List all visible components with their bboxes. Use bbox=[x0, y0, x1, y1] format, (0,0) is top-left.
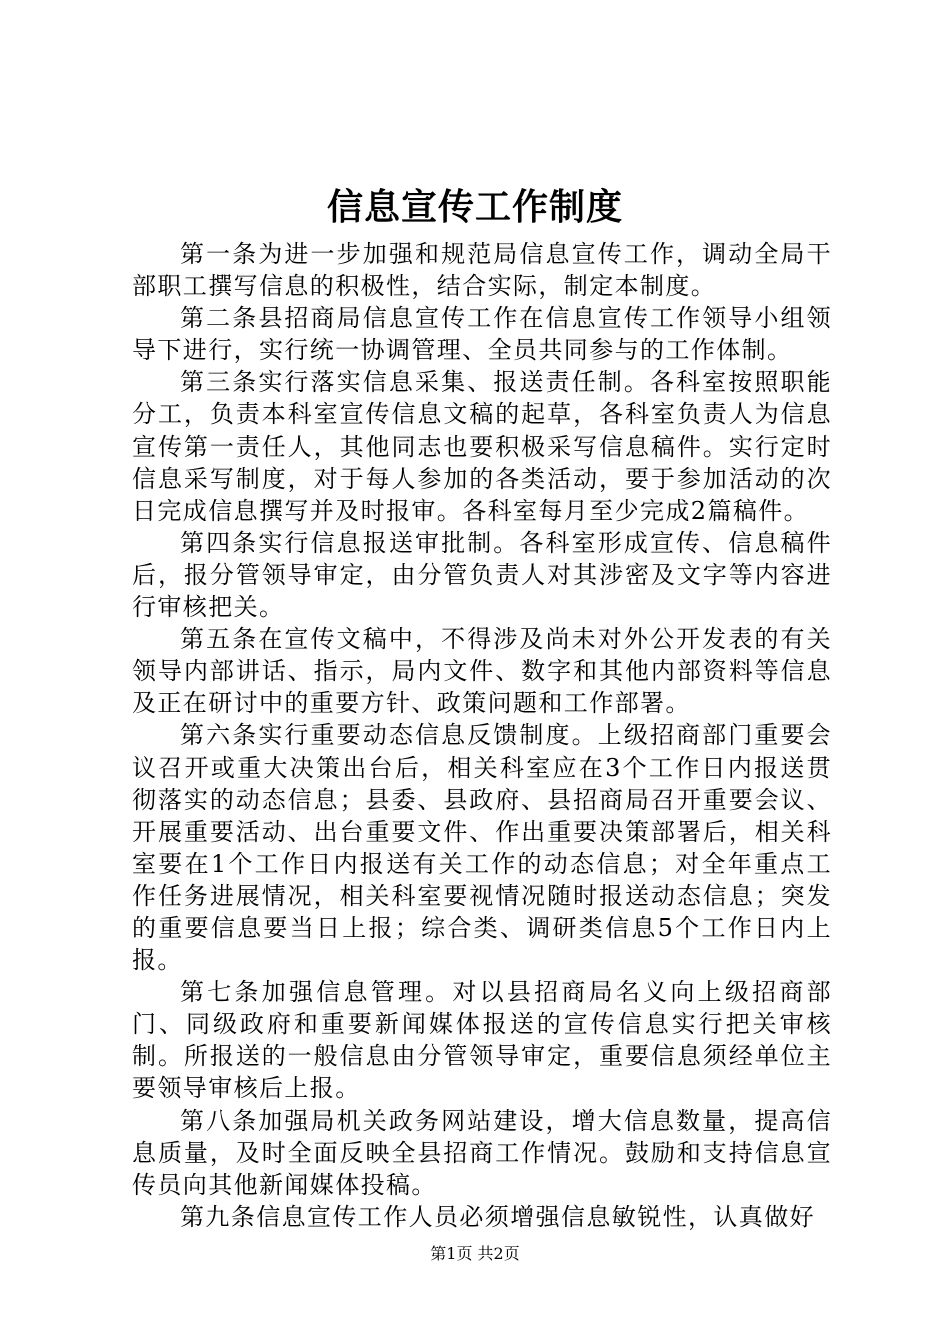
page-number-footer: 第1页 共2页 bbox=[430, 1244, 520, 1263]
document-body bbox=[132, 238, 832, 1233]
document-title: 信息宣传工作制度 bbox=[326, 186, 623, 228]
article-7-paragraph: 第七条加强信息管理。对以县招商局名义向上级招商部门、同级政府和重要新闻媒体报送的宣传信息实行把关审核制。所报送的一般信息由分管领导审定，重要信息须经单位主要领导审核后上报。 bbox=[132, 978, 832, 1103]
article-8-paragraph: 第八条加强局机关政务网站建设，增大信息数量，提高信息质量，及时全面反映全县招商工作情况。鼓励和支持信息宣传员向其他新闻媒体投稿。 bbox=[132, 1106, 832, 1199]
article-9-paragraph: 第九条信息宣传工作人员必须增强信息敏锐性，认真做好 bbox=[180, 1202, 815, 1231]
article-1-paragraph: 第一条为进一步加强和规范局信息宣传工作，调动全局干部职工撰写信息的积极性，结合实际，制定本制度。 bbox=[132, 240, 832, 301]
article-4-paragraph: 第四条实行信息报送审批制。各科室形成宣传、信息稿件后，报分管领导审定，由分管负责人对其涉密及文字等内容进行审核把关。 bbox=[132, 528, 832, 622]
article-5-paragraph: 第五条在宣传文稿中，不得涉及尚未对外公开发表的有关领导内部讲话、指示，局内文件、数字和其他内部资料等信息及正在研讨中的重要方针、政策问题和工作部署。 bbox=[132, 625, 832, 718]
article-2-paragraph: 第二条县招商局信息宣传工作在信息宣传工作领导小组领导下进行，实行统一协调管理、全员共同参与的工作体制。 bbox=[132, 304, 832, 365]
article-6-paragraph: 第六条实行重要动态信息反馈制度。上级招商部门重要会议召开或重大决策出台后，相关科室应在3个工作日内报送贯彻落实的动态信息；县委、县政府、县招商局召开重要会议、开展重要活动、出台重要文件、作出重要决策部署后，相关科室要在1个工作日内报送有关工作的动态信息；对全年重点工作任务进展情况，相关科室要视情况随时报送动态信息；突发的重要信息要当日上报；综合类、调研类信息5个工作日内上报。 bbox=[132, 721, 832, 975]
article-3-paragraph: 第三条实行落实信息采集、报送责任制。各科室按照职能分工，负责本科室宣传信息文稿的起草，各科室负责人为信息宣传第一责任人，其他同志也要积极采写信息稿件。实行定时信息采写制度，对于每人参加的各类活动，要于参加活动的次日完成信息撰写并及时报审。各科室每月至少完成2篇稿件。 bbox=[132, 368, 832, 525]
